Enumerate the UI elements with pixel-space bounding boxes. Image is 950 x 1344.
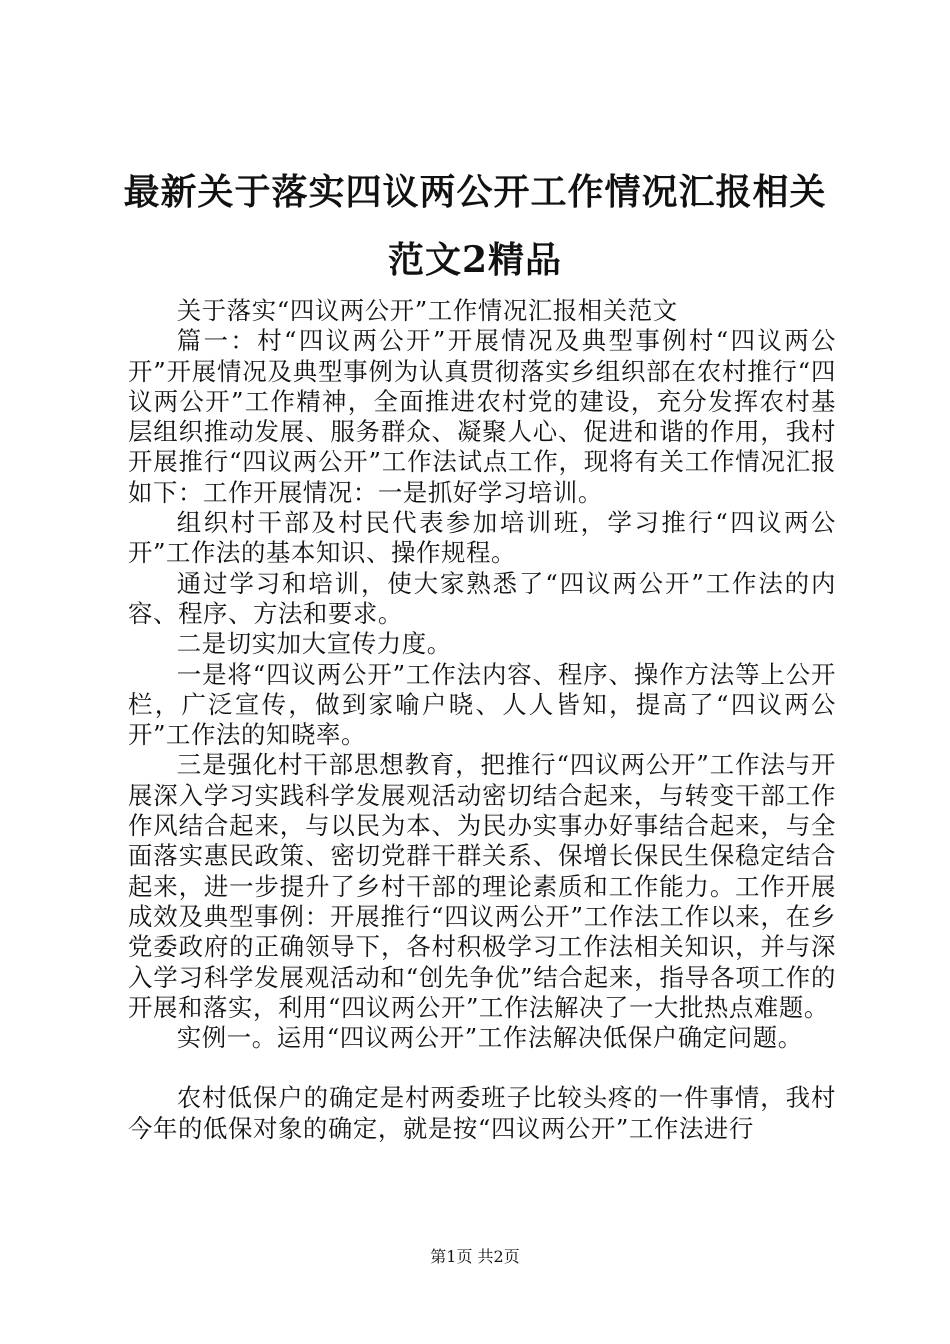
paragraph: 实例一。运用“四议两公开”工作法解决低保户确定问题。 [176, 1023, 803, 1053]
paragraph: 组织村干部及村民代表参加培训班，学习推行“四议两公开”工作法的基本知识、操作规程。 [128, 508, 836, 568]
page-footer: 第1页 共2页 [430, 1247, 520, 1266]
document-body [128, 296, 836, 1144]
paragraph: 二是切实加大宣传力度。 [176, 629, 452, 659]
paragraph-subtitle: 关于落实“四议两公开”工作情况汇报相关范文 [176, 296, 678, 325]
paragraph: 一是将“四议两公开”工作法内容、程序、操作方法等上公开栏，广泛宣传，做到家喻户晓、人人皆知，提高了“四议两公开”工作法的知晓率。 [128, 659, 836, 750]
paragraph: 篇一：村“四议两公开”开展情况及典型事例村“四议两公开”开展情况及典型事例为认真贯彻落实乡组织部在农村推行“四议两公开”工作精神，全面推进农村党的建设，充分发挥农村基层组织推动发展、服务群众、凝聚人心、促进和谐的作用，我村开展推行“四议两公开”工作法试点工作，现将有关工作情况汇报如下：工作开展情况：一是抓好学习培训。 [128, 326, 836, 507]
paragraph: 农村低保户的确定是村两委班子比较头疼的一件事情，我村今年的低保对象的确定，就是按“四议两公开”工作法进行 [128, 1083, 836, 1143]
paragraph: 通过学习和培训，使大家熟悉了“四议两公开”工作法的内容、程序、方法和要求。 [128, 568, 836, 628]
document-title: 最新关于落实四议两公开工作情况汇报相关范文2精品 [123, 171, 827, 281]
paragraph: 三是强化村干部思想教育，把推行“四议两公开”工作法与开展深入学习实践科学发展观活动密切结合起来，与转变干部工作作风结合起来，与以民为本、为民办实事办好事结合起来，与全面落实惠民政策、密切党群干群关系、保增长保民生保稳定结合起来，进一步提升了乡村干部的理论素质和工作能力。工作开展成效及典型事例：开展推行“四议两公开”工作法工作以来，在乡党委政府的正确领导下，各村积极学习工作法相关知识，并与深入学习科学发展观活动和“创先争优”结合起来，指导各项工作的开展和落实，利用“四议两公开”工作法解决了一大批热点难题。 [128, 750, 836, 1022]
